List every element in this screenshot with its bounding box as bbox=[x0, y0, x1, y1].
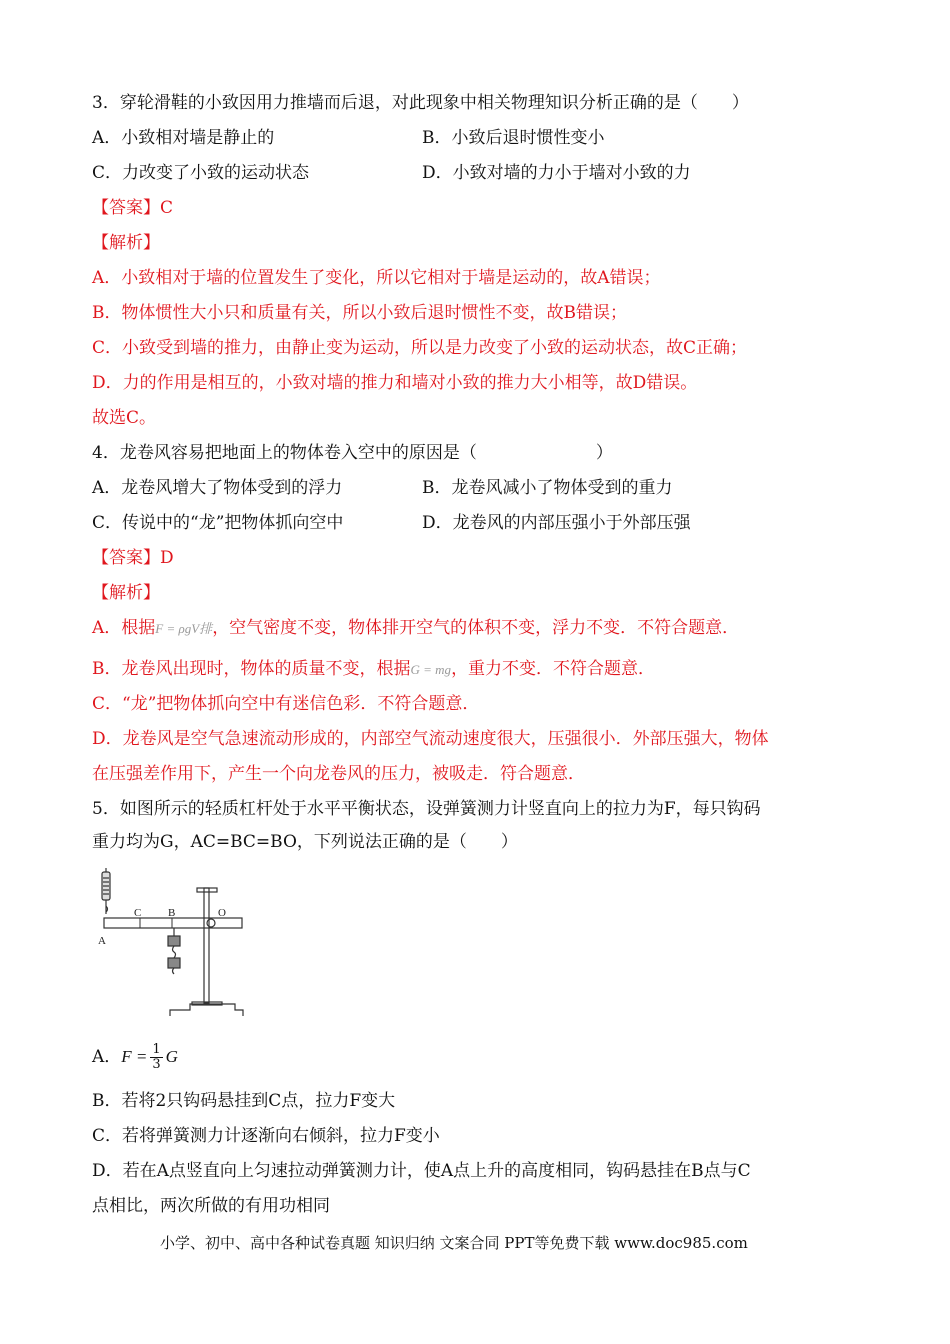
point-c-label: C bbox=[134, 907, 142, 919]
lever-figure bbox=[92, 866, 252, 1026]
q4-analysis-b bbox=[92, 658, 655, 681]
q3-option-a: A．小致相对墙是静止的 bbox=[92, 128, 275, 148]
q5-option-a-prefix: A． bbox=[92, 1047, 122, 1067]
q3-analysis-d: D．力的作用是相互的，小致对墙的推力和墙对小致的推力大小相等，故D错误。 bbox=[92, 373, 698, 393]
point-a-label: A bbox=[98, 935, 106, 947]
q4-option-a: A．龙卷风增大了物体受到的浮力 bbox=[92, 478, 343, 498]
spring-scale bbox=[102, 868, 110, 914]
q4-answer-value: D bbox=[160, 548, 174, 568]
q5-option-d-line1: D．若在A点竖直向上匀速拉动弹簧测力计，使A点上升的高度相同，钩码悬挂在B点与C bbox=[92, 1161, 751, 1181]
q4-analysis-c: C．“龙”把物体抓向空中有迷信色彩．不符合题意． bbox=[92, 694, 480, 714]
q4-stem: 4．龙卷风容易把地面上的物体卷入空中的原因是（ ） bbox=[92, 443, 613, 463]
q3-answer-value: C bbox=[160, 198, 174, 218]
q5-option-b: B．若将2只钩码悬挂到C点，拉力F变大 bbox=[92, 1091, 396, 1111]
q4-analysis-d-line1: D．龙卷风是空气急速流动形成的，内部空气流动速度很大，压强很小．外部压强大，物体 bbox=[92, 729, 769, 749]
q3-stem: 3．穿轮滑鞋的小致因用力推墙而后退，对此现象中相关物理知识分析正确的是（ ） bbox=[92, 93, 749, 113]
q3-analysis-label: 【解析】 bbox=[92, 233, 160, 253]
q4-analysis-a bbox=[92, 617, 739, 640]
q4-option-d: D．龙卷风的内部压强小于外部压强 bbox=[422, 513, 691, 533]
q4-analysis-b-pre: B．龙卷风出现时，物体的质量不变，根据 bbox=[92, 659, 411, 679]
q3-answer-label: 【答案】 bbox=[92, 198, 160, 218]
q3-analysis-c: C．小致受到墙的推力，由静止变为运动，所以是力改变了小致的运动状态，故C正确； bbox=[92, 338, 748, 358]
one-third-fraction bbox=[150, 1043, 162, 1072]
fraction-numerator: 1 bbox=[152, 1042, 161, 1057]
q4-answer-label: 【答案】 bbox=[92, 548, 160, 568]
q4-analysis-label: 【解析】 bbox=[92, 583, 160, 603]
page-footer: 小学、初中、高中各种试卷真题 知识归纳 文案合同 PPT等免费下载 www.doc985.com bbox=[160, 1234, 748, 1252]
lever-bar bbox=[104, 918, 242, 928]
q4-analysis-a-post: ，空气密度不变，物体排开空气的体积不变，浮力不变．不符合题意． bbox=[212, 618, 740, 638]
q3-answer bbox=[92, 197, 173, 219]
q3-analysis-a: A．小致相对于墙的位置发生了变化，所以它相对于墙是运动的，故A错误； bbox=[92, 268, 661, 288]
q3-analysis-b: B．物体惯性大小只和质量有关，所以小致后退时惯性不变，故B错误； bbox=[92, 303, 627, 323]
q4-option-c: C．传说中的“龙”把物体抓向空中 bbox=[92, 513, 344, 533]
q3-option-b: B．小致后退时惯性变小 bbox=[422, 128, 605, 148]
q3-conclusion: 故选C。 bbox=[92, 408, 157, 428]
q5-option-a-rhs: G bbox=[165, 1047, 178, 1066]
q3-option-d: D．小致对墙的力小于墙对小致的力 bbox=[422, 163, 691, 183]
q3-option-c: C．力改变了小致的运动状态 bbox=[92, 163, 310, 183]
q5-stem-line2: 重力均为G，AC=BC=BO，下列说法正确的是（ ） bbox=[92, 832, 518, 852]
q5-option-c: C．若将弹簧测力计逐渐向右倾斜，拉力F变小 bbox=[92, 1126, 440, 1146]
q4-analysis-a-pre: A．根据 bbox=[92, 618, 156, 638]
hooked-weights bbox=[168, 928, 180, 974]
q5-option-a bbox=[92, 1043, 178, 1072]
lever-stand bbox=[170, 888, 243, 1016]
q5-option-a-lhs: F = bbox=[121, 1047, 148, 1066]
fraction-denominator: 3 bbox=[152, 1057, 161, 1072]
q4-option-b: B．龙卷风减小了物体受到的重力 bbox=[422, 478, 673, 498]
point-b-label: B bbox=[168, 907, 176, 919]
point-o-label: O bbox=[218, 907, 226, 919]
q5-stem-line1: 5．如图所示的轻质杠杆处于水平平衡状态，设弹簧测力计竖直向上的拉力为F，每只钩码 bbox=[92, 799, 761, 819]
buoyancy-formula: F = ρgV排 bbox=[155, 621, 213, 636]
q5-option-d-line2: 点相比，两次所做的有用功相同 bbox=[92, 1196, 330, 1216]
q4-analysis-d-line2: 在压强差作用下，产生一个向龙卷风的压力，被吸走．符合题意． bbox=[92, 764, 585, 784]
q4-analysis-b-post: ，重力不变．不符合题意． bbox=[451, 659, 656, 679]
gravity-formula: G = mg bbox=[410, 662, 452, 677]
q4-answer bbox=[92, 547, 174, 569]
